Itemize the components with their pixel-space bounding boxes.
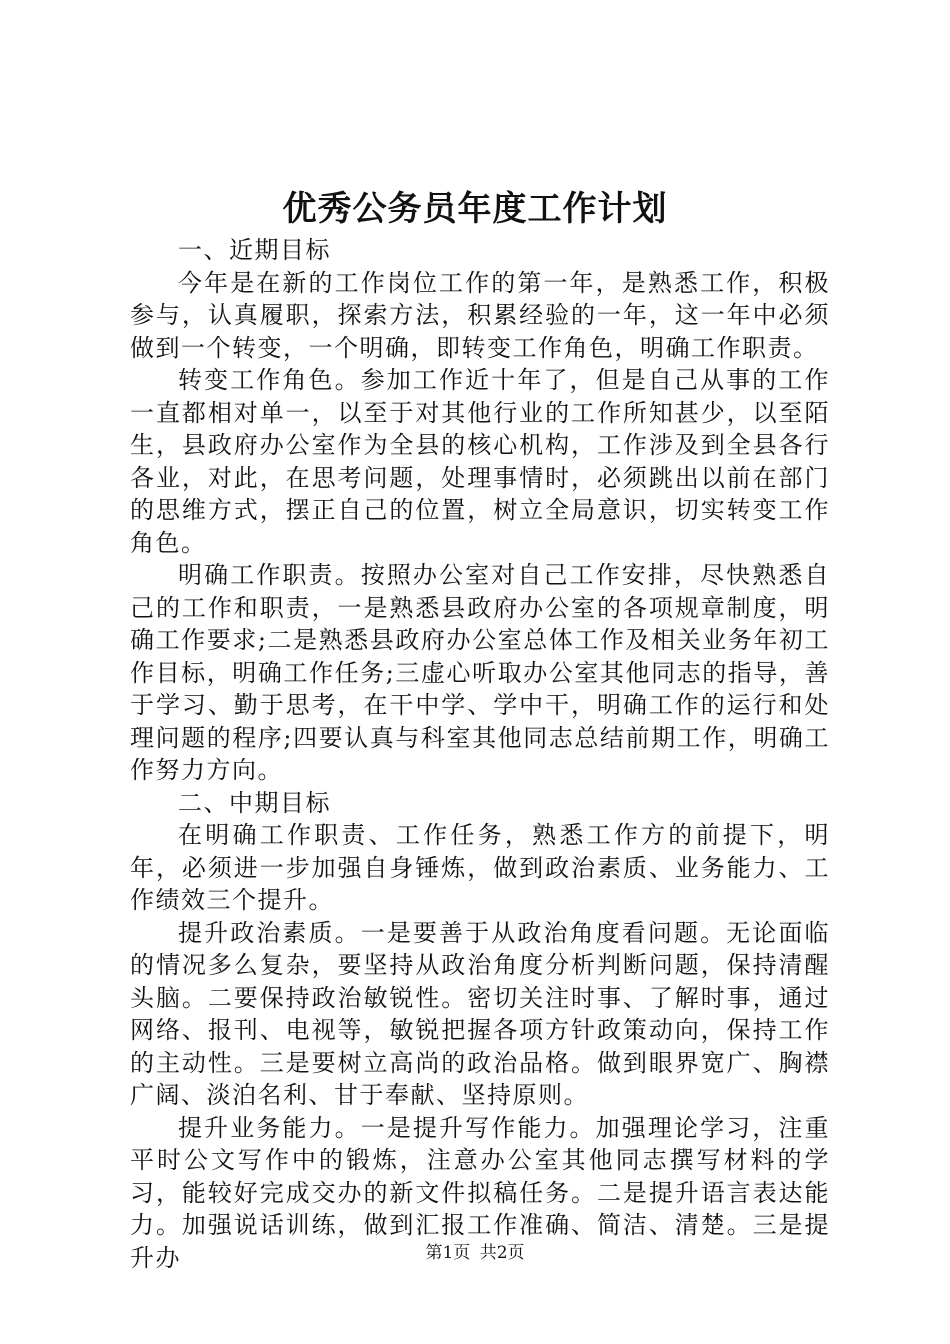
section-heading: 一、近期目标 bbox=[178, 236, 331, 264]
paragraph: 提升业务能力。一是提升写作能力。加强理论学习，注重平时公文写作中的锻炼，注意办公室其他同志撰写材料的学习，能较好完成交办的新文件拟稿任务。二是提升语言表达能力。加强说话训练，做到汇报工作准确、简洁、清楚。三是提升办 bbox=[130, 1113, 830, 1272]
paragraph: 在明确工作职责、工作任务，熟悉工作方的前提下，明年，必须进一步加强自身锤炼，做到政治素质、业务能力、工作绩效三个提升。 bbox=[130, 821, 830, 914]
page-total: 共2页 bbox=[479, 1243, 525, 1263]
paragraph: 今年是在新的工作岗位工作的第一年，是熟悉工作，积极参与，认真履职，探索方法，积累经验的一年，这一年中必须做到一个转变，一个明确，即转变工作角色，明确工作职责。 bbox=[130, 268, 830, 362]
page-number: 第1页 bbox=[425, 1243, 471, 1263]
document-body bbox=[130, 234, 830, 1274]
document-title: 优秀公务员年度工作计划 bbox=[282, 189, 668, 229]
page-footer bbox=[0, 1241, 950, 1265]
section-heading: 二、中期目标 bbox=[178, 788, 331, 817]
paragraph: 转变工作角色。参加工作近十年了，但是自己从事的工作一直都相对单一，以至于对其他行业的工作所知甚少，以至陌生，县政府办公室作为全县的核心机构，工作涉及到全县各行各业，对此，在思考问题，处理事情时，必须跳出以前在部门的思维方式，摆正自己的位置，树立全局意识，切实转变工作角色。 bbox=[130, 366, 830, 557]
paragraph: 提升政治素质。一是要善于从政治角度看问题。无论面临的情况多么复杂，要坚持从政治角度分析判断问题，保持清醒头脑。二要保持政治敏锐性。密切关注时事、了解时事，通过网络、报刊、电视等，敏锐把握各项方针政策动向，保持工作的主动性。三是要树立高尚的政治品格。做到眼界宽广、胸襟广阔、淡泊名利、甘于奉献、坚持原则。 bbox=[130, 918, 830, 1109]
paragraph: 明确工作职责。按照办公室对自己工作安排，尽快熟悉自己的工作和职责，一是熟悉县政府办公室的各项规章制度，明确工作要求;二是熟悉县政府办公室总体工作及相关业务年初工作目标，明确工作任务;三虚心听取办公室其他同志的指导，善于学习、勤于思考，在干中学、学中干，明确工作的运行和处理问题的程序;四要认真与科室其他同志总结前期工作，明确工作努力方向。 bbox=[130, 561, 830, 784]
